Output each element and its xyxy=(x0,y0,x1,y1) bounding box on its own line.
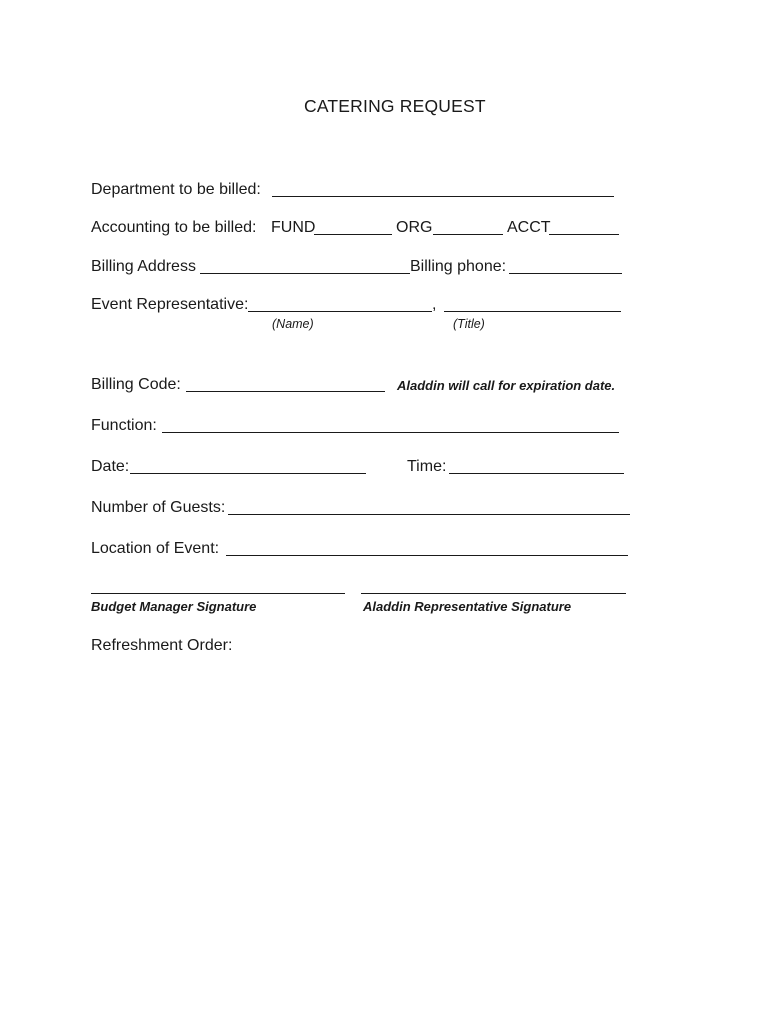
fund-label: FUND xyxy=(271,219,316,236)
acct-label: ACCT xyxy=(507,219,551,236)
department-field[interactable] xyxy=(272,196,614,197)
time-field[interactable] xyxy=(449,473,624,474)
acct-field[interactable] xyxy=(549,234,619,235)
guests-field[interactable] xyxy=(228,514,630,515)
guests-label: Number of Guests: xyxy=(91,499,226,516)
department-label: Department to be billed: xyxy=(91,181,261,198)
aladdin-signature-caption: Aladdin Representative Signature xyxy=(363,599,572,614)
time-label: Time: xyxy=(407,458,447,475)
date-field[interactable] xyxy=(130,473,366,474)
event-rep-title-field[interactable] xyxy=(444,311,621,312)
location-label: Location of Event: xyxy=(91,540,220,557)
budget-signature-caption: Budget Manager Signature xyxy=(91,599,257,614)
function-label: Function: xyxy=(91,417,157,434)
aladdin-signature-field[interactable] xyxy=(361,593,626,594)
title-caption: (Title) xyxy=(453,317,485,331)
event-rep-separator: , xyxy=(432,296,437,313)
billing-phone-field[interactable] xyxy=(509,273,622,274)
date-label: Date: xyxy=(91,458,130,475)
billing-code-field[interactable] xyxy=(186,391,385,392)
org-field[interactable] xyxy=(433,234,503,235)
org-label: ORG xyxy=(396,219,433,236)
location-field[interactable] xyxy=(226,555,628,556)
accounting-label: Accounting to be billed: xyxy=(91,219,257,236)
function-field[interactable] xyxy=(162,432,619,433)
billing-phone-label: Billing phone: xyxy=(410,258,507,275)
event-rep-label: Event Representative: xyxy=(91,296,249,313)
billing-address-field[interactable] xyxy=(200,273,410,274)
billing-code-note: Aladdin will call for expiration date. xyxy=(397,378,616,393)
event-rep-name-field[interactable] xyxy=(248,311,432,312)
billing-code-label: Billing Code: xyxy=(91,376,181,393)
fund-field[interactable] xyxy=(314,234,392,235)
budget-signature-field[interactable] xyxy=(91,593,345,594)
refreshment-order-label: Refreshment Order: xyxy=(91,637,233,654)
billing-address-label: Billing Address xyxy=(91,258,196,275)
name-caption: (Name) xyxy=(272,317,314,331)
form-title: CATERING REQUEST xyxy=(304,96,486,116)
